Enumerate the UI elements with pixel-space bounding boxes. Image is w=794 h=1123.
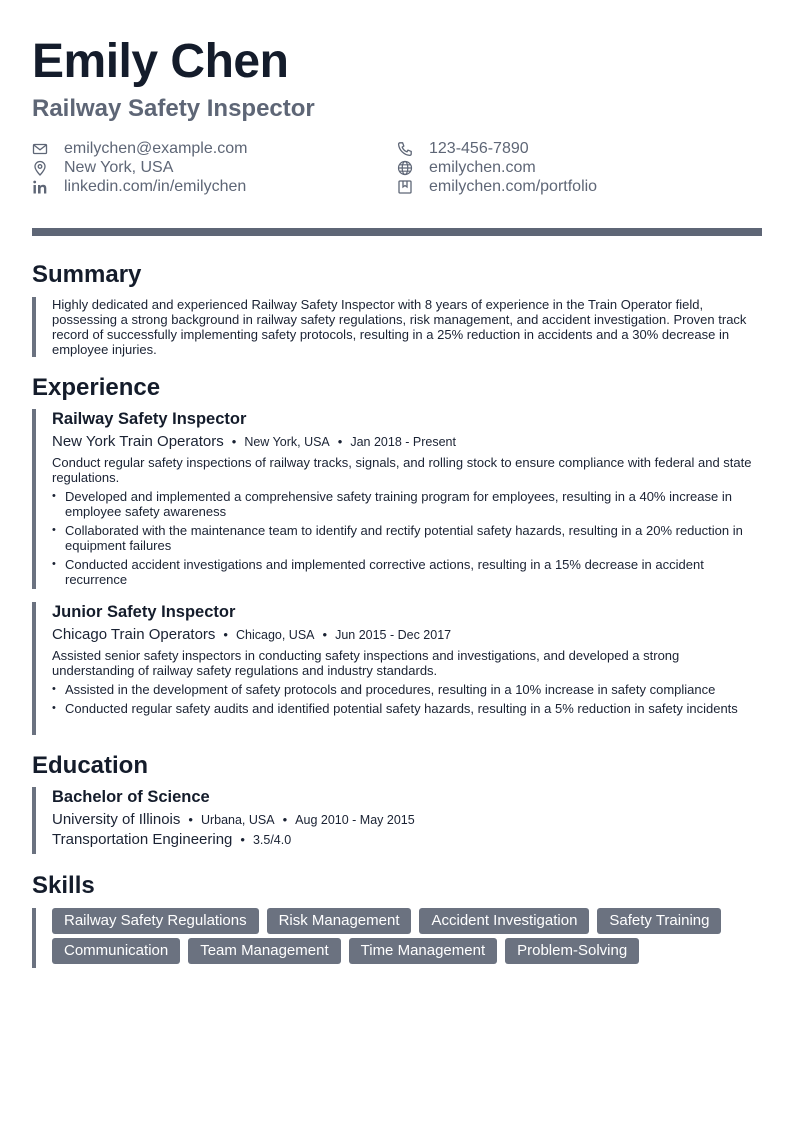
achievement-item: • Conducted accident investigations and implemented corrective actions, resulting in a 15% decrease in accident recurrence [52,557,762,587]
education-field-row [52,831,762,848]
skills-block [32,908,762,968]
job-dates: Jan 2018 - Present [350,435,456,449]
gpa: 3.5/4.0 [252,833,292,847]
field-of-study: Transportation Engineering [52,831,233,848]
summary-block [32,297,762,357]
portfolio-text[interactable]: emilychen.com/portfolio [429,177,598,195]
education-block [32,787,762,854]
summary-heading: Summary [32,261,142,288]
job-dates: Jun 2015 - Dec 2017 [335,628,452,642]
separator-dot: • [223,627,228,642]
school-name: University of Illinois [52,811,181,828]
skill-chip: Risk Management [267,908,412,934]
phone-text[interactable]: 123-456-7890 [429,139,529,157]
mail-icon [32,141,48,157]
contact-website[interactable] [397,158,536,177]
location-text: New York, USA [64,158,174,176]
job-description: Assisted senior safety inspectors in conducting safety inspections and investigations, and developed a strong understanding of railway safety regulations and industry standards. [52,648,680,678]
skill-chip: Time Management [349,938,498,964]
achievement-item: • Developed and implemented a comprehensive safety training program for employees, resulting in a 40% increase in employee safety awareness [52,489,762,519]
separator-dot: • [231,434,237,449]
job-1 [32,409,762,589]
job-meta [52,433,762,450]
job-achievements [52,489,762,587]
school-location: Urbana, USA [200,813,275,827]
bookmark-icon [397,179,413,195]
education-meta [52,811,762,828]
candidate-name: Emily Chen [32,35,289,88]
map-pin-icon [32,160,48,176]
contact-email[interactable] [32,139,247,158]
education-dates: Aug 2010 - May 2015 [295,813,415,827]
contact-location [32,158,173,177]
job-achievements [52,682,762,716]
skill-chip: Problem-Solving [505,938,639,964]
job-title: Railway Safety Inspector [52,410,247,428]
skill-chip: Safety Training [597,908,721,934]
separator-dot: • [188,812,193,827]
job-title: Junior Safety Inspector [52,603,236,621]
skill-chip: Accident Investigation [419,908,589,934]
achievement-item: • Collaborated with the maintenance team to identify and rectify potential safety hazards, resulting in a 20% reduction in equipment failures [52,523,762,553]
job-location: New York, USA [244,435,330,449]
phone-icon [397,141,413,157]
email-text[interactable]: emilychen@example.com [64,139,248,157]
globe-icon [397,160,413,176]
job-location: Chicago, USA [235,628,315,642]
job-description: Conduct regular safety inspections of railway tracks, signals, and rolling stock to ensure compliance with federal and state regulations. [52,455,752,485]
separator-dot: • [240,832,245,847]
linkedin-icon [32,179,48,195]
education-heading: Education [32,752,149,779]
achievement-item: • Conducted regular safety audits and identified potential safety hazards, resulting in a 5% reduction in safety incidents [52,701,762,716]
contact-linkedin[interactable] [32,177,246,196]
separator-dot: • [282,812,288,827]
header-divider [32,228,762,236]
job-2 [32,602,762,735]
separator-dot: • [337,434,343,449]
skills-list [52,908,762,964]
achievement-item: • Assisted in the development of safety protocols and procedures, resulting in a 10% increase in safety compliance [52,682,762,697]
summary-text: Highly dedicated and experienced Railway Safety Inspector with 8 years of experience in the Train Operator field, possessing a strong background in railway safety regulations, risk management, and accident investigation. Proven track record of successfully implementing safety protocols, resulting in a 25% reduction in accidents and a 30% decrease in employee injuries. [52,297,747,357]
skill-chip: Communication [52,938,180,964]
skill-chip: Team Management [188,938,340,964]
skill-chip: Railway Safety Regulations [52,908,259,934]
contact-phone[interactable] [397,139,529,158]
degree: Bachelor of Science [52,788,210,806]
candidate-title: Railway Safety Inspector [32,95,315,122]
contact-portfolio[interactable] [397,177,597,196]
website-text[interactable]: emilychen.com [429,158,536,176]
separator-dot: • [322,627,328,642]
linkedin-text[interactable]: linkedin.com/in/emilychen [64,177,247,195]
job-company: New York Train Operators [52,433,224,450]
experience-heading: Experience [32,374,161,401]
job-meta [52,626,762,643]
skills-heading: Skills [32,872,95,899]
job-company: Chicago Train Operators [52,626,216,643]
